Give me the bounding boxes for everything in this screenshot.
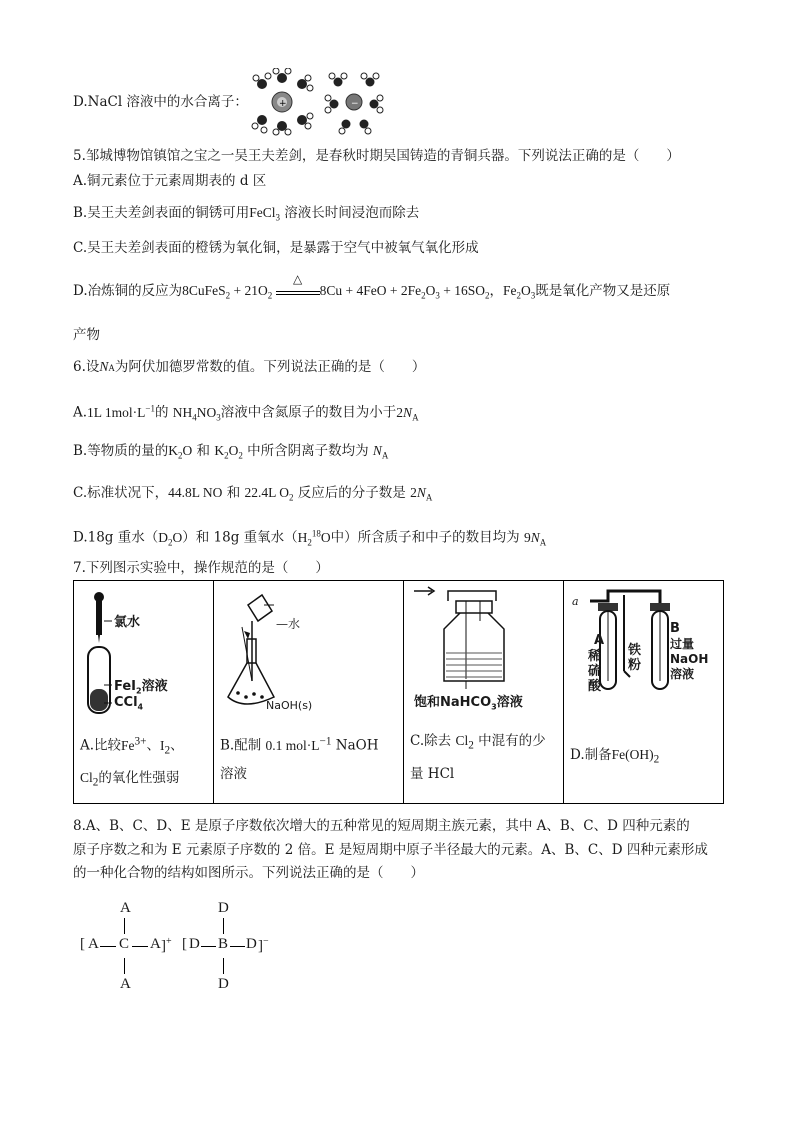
formula-d2o: $D_2O$: [158, 529, 183, 548]
q7-a-cap-4: 的氧化性强弱: [98, 770, 180, 787]
ionic-compound-structure: [78, 896, 278, 1006]
label-ccl: CCl: [114, 695, 138, 710]
bond-cation-left: [100, 946, 116, 947]
label-chlorine-water: 氯水: [114, 615, 141, 630]
q7-option-c-caption: C.除去 $Cl_2$ 中混有的少 量 HCl: [410, 733, 546, 782]
q7-c-figure: [404, 581, 563, 721]
bond-anion-left: [201, 946, 216, 947]
q6-d-pre: D.18g 重水（: [73, 529, 159, 546]
q7-option-a-cell: [74, 581, 214, 804]
bond-anion-bottom: [223, 958, 224, 974]
label-dil-2: 硫: [588, 664, 602, 679]
value-2na-c: $2N_A$: [410, 485, 433, 503]
q6-a-pre: A.: [73, 404, 88, 421]
q7-experiment-table: [73, 580, 724, 804]
q5-d-pre: D.冶炼铜的反应为: [73, 283, 183, 299]
label-tube-b: B: [670, 621, 680, 636]
q6-b-mid: 和: [196, 443, 211, 459]
label-nahco3-solution: 饱和NaHCO$_3$溶液: [414, 695, 523, 712]
q7-a-cap-2: 、: [146, 737, 161, 754]
q6-option-b: [73, 441, 388, 466]
cation-bottom-ligand: A: [120, 976, 131, 992]
label-dilute-sulfuric-acid: [588, 649, 601, 694]
q5-option-b: [73, 203, 419, 228]
bracket-right-anion: ]−: [258, 936, 269, 954]
q6-b-pre: B.等物质的量的: [73, 443, 169, 459]
cation-right-ligand: A: [150, 936, 161, 952]
value-na: $N_A$: [372, 443, 389, 461]
bond-anion-right: [230, 946, 245, 947]
q6-option-a: [73, 398, 419, 427]
label-nahco3-sol: 溶液: [496, 695, 523, 710]
q7-option-d-caption: D.制备$Fe(OH)_2$: [570, 747, 660, 766]
anion-top-ligand: D: [218, 900, 229, 916]
q5-b-post: 溶液长时间浸泡而除去: [284, 205, 420, 221]
q5-d-post: 既是氧化产物又是还原: [535, 283, 671, 299]
q7-c-cap-2: 中混有的少: [478, 733, 546, 749]
q7-a-figure: [74, 581, 213, 721]
q6-option-d: [73, 523, 546, 552]
q7-b-figure: [214, 581, 403, 721]
label-iron-2: 粉: [628, 658, 642, 673]
hydrated-cation: [252, 68, 313, 135]
bond-anion-top: [223, 918, 224, 934]
q8-stem-1: 8.A、B、C、D、E 是原子序数依次增大的五种常见的短周期主族元素，其中 A、B、C、D 四种元素的: [73, 818, 690, 834]
q7-c-cap-3: 量 HCl: [410, 765, 455, 782]
formula-h2-18o: $H_2^{18}O$: [297, 528, 331, 548]
label-water: —水: [276, 617, 301, 631]
q7-d-cap-1: D.制备: [570, 747, 612, 763]
label-nahco: 饱和NaHCO: [414, 695, 492, 710]
cation-top-ligand: A: [120, 900, 131, 916]
label-a-clip: a: [572, 595, 579, 608]
label-fei2-sol: 溶液: [141, 679, 168, 694]
q7-b-cap-2: NaOH: [335, 737, 379, 754]
value-2na: $2N_A$: [396, 404, 419, 423]
label-fei2: FeI: [114, 679, 137, 694]
heat-symbol: △: [293, 272, 303, 286]
label-iron-1: 铁: [628, 643, 642, 658]
q4-option-d-text: D.NaCl 溶液中的水合离子：: [73, 94, 248, 110]
q6-a-mid: 的: [155, 404, 169, 421]
q6-option-c: [73, 483, 432, 508]
cation-left-ligand: A: [88, 936, 99, 952]
q7-c-cap-1: C.除去: [410, 733, 452, 749]
q5-option-d: D.冶炼铜的反应为8CuFeS$_2$ + $21O_2$ △ $8Cu + 4FeO + 2Fe_2O_3 + 16SO_2$，$Fe_2O_3$既是氧化产物又是还原: [73, 281, 670, 306]
q7-option-a-caption: A.比较$Fe^{3+}$、$I_2$、 $Cl_2$的氧化性强弱: [80, 735, 184, 789]
label-naoh-solid: NaOH(s): [266, 699, 313, 712]
label-excess: 过量: [670, 637, 695, 651]
formula-k2o: $K_2O$: [168, 443, 193, 461]
anion-bottom-ligand: D: [218, 976, 229, 992]
label-fei2-solution: FeI$_2$溶液: [114, 679, 168, 696]
label-excess-naoh: [670, 637, 708, 682]
q7-b-cap-3: 溶液: [220, 765, 247, 782]
q6-c-pre: C.标准状况下，: [73, 485, 169, 501]
label-water-text: 水: [288, 617, 301, 631]
q7-d-figure: [564, 581, 723, 721]
na-subscript: A: [108, 363, 115, 373]
bond-cation-top: [124, 918, 125, 934]
q7-stem: 7.下列图示实验中，操作规范的是（ ）: [73, 560, 329, 576]
svg-text:+: +: [279, 99, 287, 109]
equation-copper-smelting: 8CuFeS$_2$ + $21O_2$ △ $8Cu + 4FeO + 2Fe_2O_3 + 16SO_2$: [182, 283, 489, 298]
q5-b-pre: B.吴王夫差剑表面的铜锈可用: [73, 205, 250, 221]
svg-text:−: −: [351, 99, 359, 109]
q6-d-mid: ）和 18g 重氧水（: [182, 529, 298, 546]
value-9na: $9N_A$: [523, 529, 547, 548]
anion-left-ligand: D: [189, 936, 200, 952]
label-dil-3: 酸: [588, 679, 602, 694]
q7-option-b-caption: B.配制 0.1 $mol\cdot L^{-1}$ NaOH 溶液: [220, 735, 379, 782]
hydrated-ions-figure: [250, 68, 390, 136]
bracket-right-cation: ]+: [161, 936, 172, 954]
q6-b-post: 中所含阴离子数均为: [247, 443, 369, 459]
q5-option-a: A.铜元素位于元素周期表的 d 区: [73, 173, 267, 189]
q7-option-c-cell: [404, 581, 564, 804]
anion-center: B: [218, 936, 229, 952]
label-ccl4: CCl$_4$: [114, 695, 144, 712]
q6-d-mid2: 中）所含质子和中子的数目均为: [330, 529, 520, 546]
q6-stem-pre: 6.设: [73, 359, 100, 375]
hydrated-anion: [325, 73, 383, 134]
q5-option-c: C.吴王夫差剑表面的橙锈为氧化铜，是暴露于空气中被氧气氧化形成: [73, 240, 479, 256]
q7-a-cap-1: A.比较: [80, 737, 122, 754]
q7-option-b-cell: [214, 581, 404, 804]
q6-c-mid: 和: [226, 485, 241, 501]
formula-fecl3: FeCl$_3$: [249, 205, 280, 223]
label-tube-a: A: [594, 633, 605, 648]
q6-stem-post: 为阿伏加德罗常数的值。下列说法正确的是（ ）: [114, 359, 426, 375]
cation-center: C: [119, 936, 130, 952]
q8-stem-3: 的一种化合物的结构如图所示。下列说法正确的是（ ）: [73, 865, 424, 881]
bond-cation-bottom: [124, 958, 125, 974]
q6-a-mid2: 溶液中含氮原子的数目为小于: [220, 404, 397, 421]
na-symbol: N: [99, 359, 109, 374]
label-naoh-sol: 溶液: [670, 667, 695, 681]
anion-right-ligand: D: [246, 936, 257, 952]
formula-nh4no3: $NH_4NO_3$: [172, 404, 221, 423]
q7-a-cap-3: 、: [170, 737, 184, 754]
formula-fe2o3: $Fe_2O_3$: [503, 283, 536, 301]
q4-option-d: [73, 92, 248, 112]
volume-o2: 22.4L $O_2$: [244, 485, 294, 503]
q6-c-post: 反应后的分子数是: [297, 485, 406, 501]
q7-option-d-cell: [564, 581, 724, 804]
bracket-left-cation: [: [80, 936, 85, 952]
label-naoh: NaOH: [670, 652, 709, 666]
q7-b-cap-1: B.配制: [220, 737, 262, 754]
q6-stem: [73, 357, 425, 378]
test-tube-dropper-figure: [74, 581, 213, 721]
formula-k2o2: $K_2O_2$: [214, 443, 243, 461]
q5-option-d-cont: 产物: [73, 327, 100, 343]
bond-cation-right: [132, 946, 148, 947]
q5-stem: 5.邹城博物馆镇馆之宝之一吴王夫差剑，是春秋时期吴国铸造的青铜兵器。下列说法正确的是（ ）: [73, 148, 680, 164]
conc-1l: 1L $1mol\cdot L^{-1}$: [87, 403, 155, 420]
label-dil-1: 稀: [588, 649, 602, 664]
q8-stem-2: 原子序数之和为 E 元素原子序数的 2 倍。E 是短周期中原子半径最大的元素。A、B、C、D 四种元素形成: [73, 842, 708, 858]
label-iron-powder: [628, 643, 641, 673]
bracket-left-anion: [: [182, 936, 187, 952]
volume-no: 44.8L NO: [168, 485, 223, 500]
